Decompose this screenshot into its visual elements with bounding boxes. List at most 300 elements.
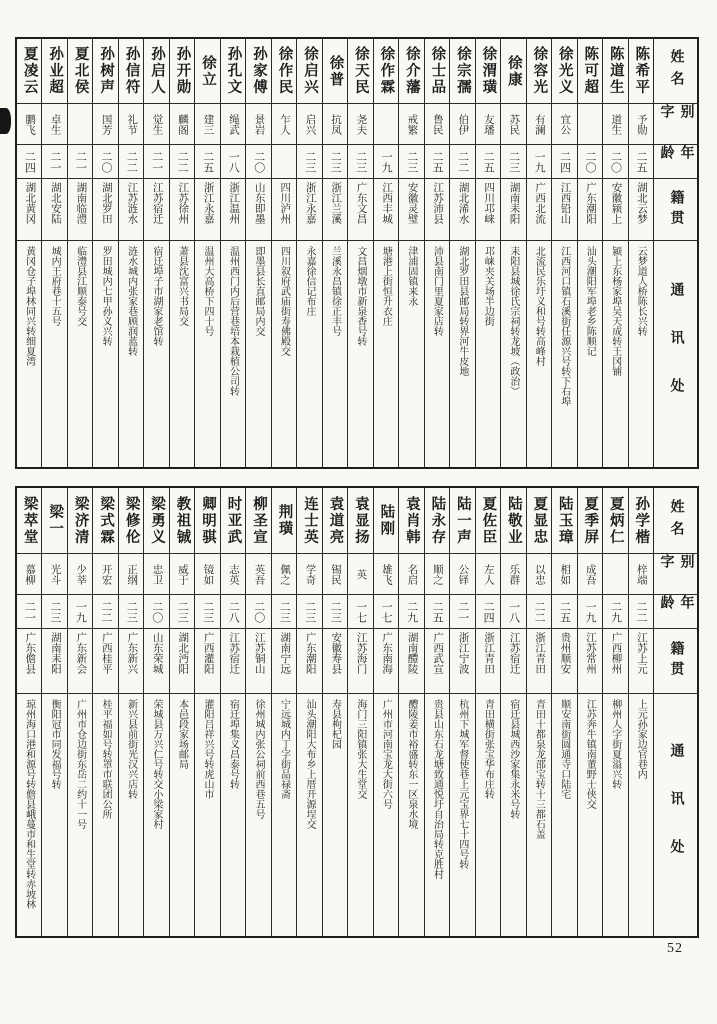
header-name-label: 姓名 xyxy=(668,49,684,93)
age-cell xyxy=(119,595,143,629)
address-text: 广州市河南宝龙大街六号 xyxy=(380,699,392,809)
courtesy-text: 戒繁 xyxy=(406,113,418,135)
courtesy-cell xyxy=(17,104,41,145)
courtesy-text: 觉生 xyxy=(151,113,163,135)
courtesy-cell xyxy=(297,554,321,595)
name-text: 孙启人 xyxy=(149,46,166,96)
age-cell xyxy=(603,595,627,629)
address-text: 黄冈仓子埠林同兴转细夏湾 xyxy=(23,246,35,366)
name-text: 陈希平 xyxy=(633,46,650,96)
age-text: 二五 xyxy=(635,150,647,173)
age-text: 二〇 xyxy=(99,150,112,173)
courtesy-cell xyxy=(552,104,576,145)
name-text: 徐作霖 xyxy=(378,46,395,96)
address-cell xyxy=(629,241,653,467)
courtesy-text: 镜如 xyxy=(202,563,214,585)
origin-text: 广西柳州 xyxy=(610,632,622,674)
origin-text: 江西丰城 xyxy=(381,182,393,224)
origin-cell xyxy=(501,179,525,241)
name-cell xyxy=(578,488,602,554)
origin-text: 安徽颍上 xyxy=(610,182,622,224)
address-text: 湖北罗田县邮局转界河牛皮地 xyxy=(456,246,468,376)
origin-text: 浙江兰溪 xyxy=(330,182,342,224)
header-age-label: 年龄 xyxy=(658,145,694,165)
address-text: 萧县沈富兴书局交 xyxy=(176,246,188,326)
name-text: 陆玉璋 xyxy=(556,495,573,546)
courtesy-cell xyxy=(578,554,602,595)
name-cell xyxy=(246,488,270,554)
origin-cell xyxy=(425,629,449,694)
address-cell xyxy=(603,694,627,936)
courtesy-cell xyxy=(450,104,474,145)
age-cell xyxy=(42,145,66,179)
age-text: 二五 xyxy=(482,150,495,173)
courtesy-text: 名启 xyxy=(406,563,418,585)
origin-text: 湖北黄冈 xyxy=(24,182,36,224)
name-cell xyxy=(297,39,321,104)
age-cell xyxy=(246,145,270,179)
header-origin xyxy=(654,179,697,241)
courtesy-text: 公铎 xyxy=(457,563,469,585)
name-cell xyxy=(527,488,551,554)
name-text: 梁萃堂 xyxy=(21,495,38,546)
address-text: 兰溪永昌镇徐正丰号 xyxy=(329,246,341,336)
age-cell xyxy=(93,145,117,179)
name-text: 陆刚 xyxy=(378,504,395,537)
address-cell xyxy=(246,694,270,936)
courtesy-cell xyxy=(527,104,551,145)
name-text: 孙学楷 xyxy=(633,495,650,546)
name-text: 徐立 xyxy=(200,54,217,88)
address-text: 宿迁县城西沙家集永米号转 xyxy=(507,699,519,819)
age-text: 二〇 xyxy=(584,150,597,173)
name-cell xyxy=(629,488,653,554)
name-text: 教祖铖 xyxy=(174,495,191,546)
origin-cell xyxy=(17,179,41,241)
address-text: 醴陵姜市裕盛转东一区泉水境 xyxy=(405,699,417,829)
origin-cell xyxy=(629,179,653,241)
origin-text: 江苏宿迁 xyxy=(151,182,163,224)
name-cell xyxy=(119,39,143,104)
header-courtesy-label: 别字 xyxy=(658,104,694,126)
courtesy-cell xyxy=(119,104,143,145)
name-cell xyxy=(603,488,627,554)
origin-text: 江苏涟水 xyxy=(126,182,138,224)
name-text: 夏凌云 xyxy=(21,46,38,96)
origin-text: 湖南耒阳 xyxy=(49,632,61,674)
entry-column xyxy=(143,488,168,936)
name-text: 夏季屏 xyxy=(582,495,599,546)
age-cell xyxy=(476,595,500,629)
name-cell xyxy=(119,488,143,554)
address-text: 本邑段家场邮局 xyxy=(176,699,188,769)
origin-cell xyxy=(603,629,627,694)
origin-text: 湖南宁远 xyxy=(279,632,291,674)
name-cell xyxy=(170,39,194,104)
name-cell xyxy=(552,39,576,104)
name-cell xyxy=(297,488,321,554)
origin-cell xyxy=(272,179,296,241)
name-text: 徐康 xyxy=(505,54,522,88)
address-text: 汕头潮阳军埠老乡陈顺记 xyxy=(584,246,596,356)
name-text: 徐渭璜 xyxy=(480,46,497,96)
address-cell xyxy=(93,241,117,467)
age-text: 二一 xyxy=(456,600,469,623)
courtesy-cell xyxy=(144,104,168,145)
address-cell xyxy=(144,694,168,936)
address-text: 宿迁埠集义昌泰号转 xyxy=(227,699,239,789)
courtesy-cell xyxy=(374,104,398,145)
address-cell xyxy=(42,241,66,467)
address-cell xyxy=(297,241,321,467)
origin-text: 江苏铜山 xyxy=(253,632,265,674)
entry-column xyxy=(373,39,398,467)
courtesy-text: 抗凤 xyxy=(329,113,341,135)
address-cell xyxy=(399,241,423,467)
address-text: 温州西门内后营巷培本栽植公司转 xyxy=(227,246,239,396)
address-cell xyxy=(399,694,423,936)
name-cell xyxy=(323,488,347,554)
courtesy-text: 英 xyxy=(355,568,367,580)
age-cell xyxy=(144,595,168,629)
header-address-label: 通讯处 xyxy=(668,282,684,426)
address-text: 耒阳县城徐氏宗祠转龙坡（政治） xyxy=(507,246,519,396)
address-cell xyxy=(348,241,372,467)
address-text: 城内王府巷十五号 xyxy=(49,246,61,326)
name-text: 孙孔文 xyxy=(225,46,242,96)
origin-text: 广东新会 xyxy=(75,632,87,674)
courtesy-cell xyxy=(170,104,194,145)
courtesy-cell xyxy=(425,104,449,145)
courtesy-cell xyxy=(425,554,449,595)
entry-column xyxy=(245,39,270,467)
address-text: 江苏奔牛镇南董野士侠交 xyxy=(584,699,596,809)
courtesy-cell xyxy=(629,554,653,595)
name-text: 徐介藩 xyxy=(403,46,420,96)
courtesy-cell xyxy=(246,104,270,145)
age-text: 二三 xyxy=(507,150,520,173)
age-cell xyxy=(246,595,270,629)
age-cell xyxy=(170,595,194,629)
courtesy-text: 友璠 xyxy=(482,113,494,135)
age-text: 一九 xyxy=(380,150,393,173)
address-cell xyxy=(323,241,347,467)
entry-column xyxy=(347,39,372,467)
courtesy-cell xyxy=(399,104,423,145)
origin-text: 广东潮阳 xyxy=(304,632,316,674)
origin-cell xyxy=(195,179,219,241)
name-cell xyxy=(374,488,398,554)
header-origin xyxy=(654,629,697,694)
origin-cell xyxy=(501,629,525,694)
origin-text: 湖北沔阳 xyxy=(177,632,189,674)
courtesy-cell xyxy=(17,554,41,595)
name-text: 袁显扬 xyxy=(352,495,369,546)
origin-text: 安徽灵璧 xyxy=(406,182,418,224)
origin-cell xyxy=(374,179,398,241)
courtesy-text: 景岩 xyxy=(253,113,265,135)
name-cell xyxy=(425,488,449,554)
courtesy-cell xyxy=(399,554,423,595)
courtesy-text: 尧夫 xyxy=(355,113,367,135)
origin-cell xyxy=(578,179,602,241)
age-text: 二一 xyxy=(150,150,163,173)
age-cell xyxy=(323,145,347,179)
courtesy-cell xyxy=(603,554,627,595)
address-text: 四川叙府武庙街寿佛殿交 xyxy=(278,246,290,356)
entry-column xyxy=(551,39,576,467)
header-name xyxy=(654,488,697,554)
name-text: 孙业超 xyxy=(47,46,64,96)
name-text: 梁一 xyxy=(47,504,64,537)
entry-column xyxy=(194,39,219,467)
entry-column xyxy=(398,39,423,467)
age-cell xyxy=(578,145,602,179)
origin-cell xyxy=(221,179,245,241)
age-cell xyxy=(603,145,627,179)
address-text: 桂平福如号转罩市联团公所 xyxy=(100,699,112,819)
address-cell xyxy=(17,241,41,467)
courtesy-text: 鲁民 xyxy=(431,113,443,135)
origin-text: 江西铅山 xyxy=(559,182,571,224)
entry-column xyxy=(526,488,551,936)
entry-column xyxy=(322,488,347,936)
name-text: 夏炳仁 xyxy=(607,495,624,546)
header-age xyxy=(654,595,697,629)
courtesy-text: 启兴 xyxy=(304,113,316,135)
age-text: 一七 xyxy=(380,600,393,623)
origin-text: 江苏常州 xyxy=(585,632,597,674)
origin-text: 浙江永嘉 xyxy=(304,182,316,224)
age-cell xyxy=(501,145,525,179)
name-cell xyxy=(323,39,347,104)
origin-cell xyxy=(603,179,627,241)
origin-text: 湖南耒阳 xyxy=(508,182,520,224)
courtesy-text: 锡民 xyxy=(329,563,341,585)
age-cell xyxy=(297,595,321,629)
entry-column xyxy=(17,488,41,936)
courtesy-text: 国芳 xyxy=(100,113,112,135)
header-name-label: 姓名 xyxy=(668,498,684,543)
courtesy-cell xyxy=(603,104,627,145)
origin-cell xyxy=(246,629,270,694)
age-text: 二二 xyxy=(635,600,647,623)
page-number: 52 xyxy=(667,941,683,956)
name-text: 孙开勋 xyxy=(174,46,191,96)
name-cell xyxy=(17,488,41,554)
entry-column xyxy=(118,488,143,936)
origin-text: 江苏宿迁 xyxy=(508,632,520,674)
age-cell xyxy=(425,145,449,179)
origin-cell xyxy=(425,179,449,241)
address-text: 上元孙家边官巷内 xyxy=(635,699,647,779)
age-text: 二〇 xyxy=(609,150,622,173)
courtesy-cell xyxy=(450,554,474,595)
entry-column xyxy=(500,39,525,467)
entry-column xyxy=(475,39,500,467)
courtesy-text: 光斗 xyxy=(49,563,61,585)
courtesy-cell xyxy=(272,554,296,595)
origin-text: 广东南海 xyxy=(381,632,393,674)
address-cell xyxy=(450,694,474,936)
header-column xyxy=(653,39,697,467)
age-text: 二九 xyxy=(405,600,418,623)
header-address xyxy=(654,694,697,936)
address-cell xyxy=(527,241,551,467)
origin-cell xyxy=(450,629,474,694)
address-text: 荣城县万兴仁号转交小梁家村 xyxy=(151,699,163,829)
address-text: 柳州人字街夏溢兴转 xyxy=(609,699,621,789)
header-courtesy-label: 别字 xyxy=(658,554,694,576)
entry-column xyxy=(271,488,296,936)
address-cell xyxy=(119,694,143,936)
origin-text: 广西北流 xyxy=(534,182,546,224)
age-text: 二九 xyxy=(609,600,622,623)
entry-column xyxy=(41,39,66,467)
courtesy-text: 威于 xyxy=(177,563,189,585)
age-cell xyxy=(17,145,41,179)
name-text: 陆永存 xyxy=(429,495,446,546)
name-cell xyxy=(450,39,474,104)
name-text: 梁济清 xyxy=(72,495,89,546)
entry-column xyxy=(92,488,117,936)
origin-cell xyxy=(476,629,500,694)
age-text: 二一 xyxy=(48,150,61,173)
address-text: 临澧县江顺泰号交 xyxy=(74,246,86,326)
age-cell xyxy=(425,595,449,629)
address-text: 涟水城内张家巷顾润蓝转 xyxy=(125,246,137,356)
name-cell xyxy=(399,39,423,104)
name-cell xyxy=(399,488,423,554)
entry-column xyxy=(169,488,194,936)
name-text: 柳圣宣 xyxy=(250,495,267,546)
courtesy-cell xyxy=(323,554,347,595)
age-text: 二三 xyxy=(125,600,138,623)
header-column xyxy=(653,488,697,936)
address-text: 沛县南门里夏家店转 xyxy=(431,246,443,336)
name-text: 陆一声 xyxy=(454,495,471,546)
address-cell xyxy=(578,241,602,467)
age-text: 二四 xyxy=(482,600,495,623)
address-cell xyxy=(552,241,576,467)
origin-cell xyxy=(42,179,66,241)
entry-column xyxy=(271,39,296,467)
address-cell xyxy=(374,241,398,467)
origin-text: 江苏宿迁 xyxy=(228,632,240,674)
address-text: 海门三阳镇张大生堂交 xyxy=(354,699,366,799)
courtesy-text: 成吾 xyxy=(584,563,596,585)
courtesy-text: 少莘 xyxy=(75,563,87,585)
origin-cell xyxy=(527,179,551,241)
entry-column xyxy=(194,488,219,936)
name-cell xyxy=(42,488,66,554)
age-text: 二五 xyxy=(558,600,571,623)
name-cell xyxy=(170,488,194,554)
name-text: 袁肖韩 xyxy=(403,495,420,546)
address-text: 宿迁埠子市湖家老馆转 xyxy=(151,246,163,346)
age-text: 二三 xyxy=(303,150,316,173)
age-cell xyxy=(272,145,296,179)
entry-column xyxy=(602,488,627,936)
entry-column xyxy=(143,39,168,467)
age-cell xyxy=(195,145,219,179)
courtesy-cell xyxy=(246,554,270,595)
name-text: 夏佐臣 xyxy=(480,495,497,546)
address-cell xyxy=(93,694,117,936)
name-text: 卿明骐 xyxy=(200,495,217,546)
origin-cell xyxy=(170,179,194,241)
name-text: 梁式霖 xyxy=(98,495,115,546)
address-cell xyxy=(144,241,168,467)
entry-column xyxy=(92,39,117,467)
name-text: 陈道生 xyxy=(607,46,624,96)
entry-column xyxy=(373,488,398,936)
name-cell xyxy=(68,488,92,554)
name-text: 徐启兴 xyxy=(301,46,318,96)
name-text: 孙信符 xyxy=(123,46,140,96)
address-cell xyxy=(348,694,372,936)
courtesy-cell xyxy=(501,554,525,595)
address-text: 邛崃夹关场半边街 xyxy=(482,246,494,326)
name-text: 徐作民 xyxy=(276,46,293,96)
name-text: 徐宗孺 xyxy=(454,46,471,96)
origin-cell xyxy=(297,629,321,694)
name-text: 连士英 xyxy=(301,495,318,546)
name-text: 梁修伦 xyxy=(123,495,140,546)
address-cell xyxy=(170,694,194,936)
address-text: 贵县山东石龙塘致通悦圩自治局转克胜村 xyxy=(431,699,443,879)
origin-text: 浙江永嘉 xyxy=(202,182,214,224)
address-text: 津浦固镇来永 xyxy=(405,246,417,306)
courtesy-cell xyxy=(476,554,500,595)
name-text: 袁道亮 xyxy=(327,495,344,546)
address-text: 杭州下城军督使巷上元宝界七十四号转 xyxy=(456,699,468,869)
age-text: 二四 xyxy=(558,150,571,173)
age-text: 二三 xyxy=(176,600,189,623)
courtesy-cell xyxy=(68,554,92,595)
address-text: 新兴县前街光汉兴店转 xyxy=(125,699,137,799)
name-cell xyxy=(221,488,245,554)
courtesy-cell xyxy=(348,554,372,595)
courtesy-text: 梓端 xyxy=(635,563,647,585)
entry-column xyxy=(220,488,245,936)
courtesy-text: 麟阁 xyxy=(177,113,189,135)
courtesy-cell xyxy=(68,104,92,145)
name-cell xyxy=(93,39,117,104)
age-cell xyxy=(17,595,41,629)
courtesy-text: 礼节 xyxy=(126,113,138,135)
name-cell xyxy=(425,39,449,104)
address-cell xyxy=(323,694,347,936)
age-cell xyxy=(272,595,296,629)
courtesy-cell xyxy=(119,554,143,595)
age-cell xyxy=(399,145,423,179)
age-cell xyxy=(629,145,653,179)
name-cell xyxy=(144,488,168,554)
age-text: 二〇 xyxy=(150,600,163,623)
origin-cell xyxy=(552,179,576,241)
age-cell xyxy=(501,595,525,629)
origin-cell xyxy=(323,179,347,241)
address-text: 北流民乐圩义和号转高峰村 xyxy=(533,246,545,366)
age-text: 二一 xyxy=(74,150,87,173)
origin-text: 广西桂平 xyxy=(100,632,112,674)
courtesy-text: 以忠 xyxy=(533,563,545,585)
age-cell xyxy=(68,595,92,629)
name-text: 夏北侯 xyxy=(72,46,89,96)
entry-column xyxy=(398,488,423,936)
address-text: 文昌烟墩市新泉香号转 xyxy=(354,246,366,346)
